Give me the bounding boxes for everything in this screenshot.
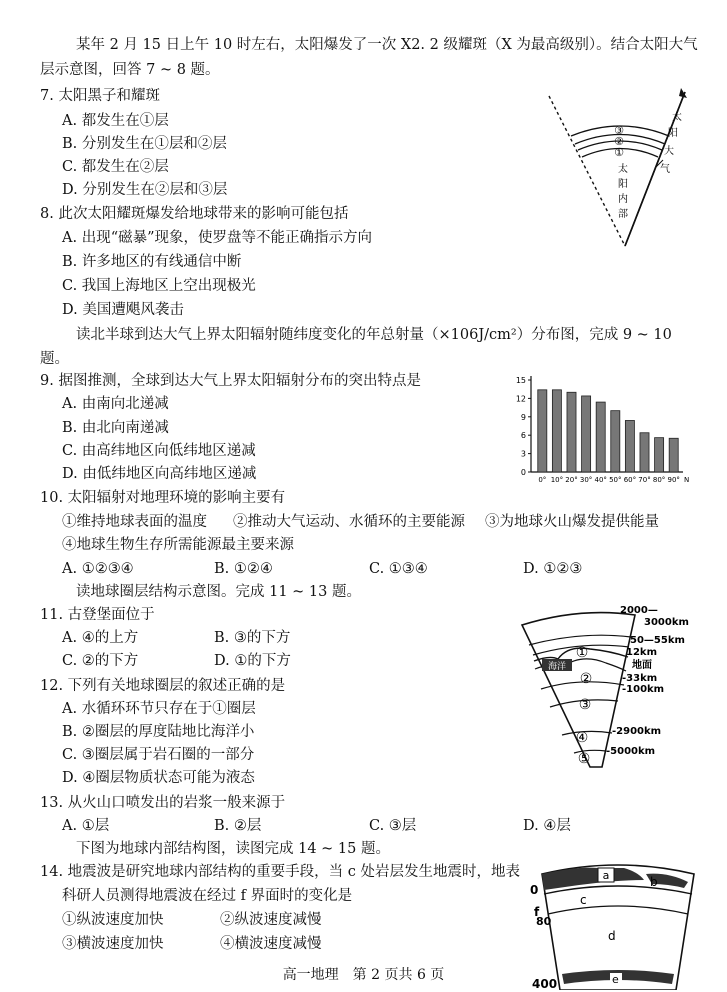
- question-10-item-3: ③为地球火山爆发提供能量: [485, 514, 659, 530]
- sphere-2-label: ②: [579, 671, 593, 687]
- solar-atmosphere-char-2: 阳: [668, 128, 678, 139]
- question-8-option-d: D. 美国遭飓风袭击: [62, 302, 184, 318]
- x-tick-label: 70°: [638, 476, 651, 484]
- question-9-option-b: B. 由北向南递减: [62, 420, 169, 436]
- label-e: e: [612, 973, 619, 986]
- bar: [640, 433, 649, 472]
- depth-label-50-55km: 50—55km: [630, 635, 685, 646]
- depth-400-label: 400: [532, 977, 558, 990]
- ground-surface-label: 地面: [632, 660, 652, 671]
- depth-label-3000km: 3000km: [644, 617, 689, 628]
- bar: [582, 396, 591, 472]
- bar: [669, 438, 678, 472]
- x-tick-label: 20°: [565, 476, 578, 484]
- depth-label-2900km: -2900km: [612, 726, 662, 737]
- solar-interior-char-4: 部: [618, 209, 628, 220]
- page-footer: 高一地理 第 2 页共 6 页: [282, 967, 445, 983]
- question-9-option-c: C. 由高纬地区向低纬地区递减: [62, 443, 256, 459]
- depth-label-2000: 2000—: [620, 605, 658, 616]
- question-12-option-c: C. ③圈层属于岩石圈的一部分: [62, 747, 255, 763]
- question-7-option-d: D. 分别发生在②层和③层: [62, 182, 228, 198]
- question-10-item-1: ①维持地球表面的温度: [62, 514, 207, 530]
- question-10-item-4: ④地球生物生存所需能源最主要来源: [62, 537, 294, 553]
- bar: [625, 420, 634, 472]
- x-tick-label: 0°: [538, 476, 547, 484]
- depth-0-label: 0: [530, 883, 539, 897]
- y-tick-label: 3: [520, 449, 526, 459]
- question-10-stem: 10. 太阳辐射对地理环境的影响主要有: [40, 490, 286, 506]
- layer-3-label: ③: [614, 124, 624, 137]
- layer-2-label: ②: [614, 135, 624, 148]
- question-14-stem-2: 科研人员测得地震波在经过 f 界面时的变化是: [62, 888, 353, 904]
- depth-label-33km: -33km: [622, 673, 658, 684]
- y-tick-label: 12: [515, 394, 526, 404]
- solar-radiation-bar-chart: [505, 370, 690, 488]
- question-10-item-2: ②推动大气运动、水循环的主要能源: [233, 514, 465, 530]
- question-11-stem: 11. 古登堡面位于: [40, 607, 155, 623]
- question-10-option-a: A. ①②③④: [62, 561, 134, 577]
- question-12-option-b: B. ②圈层的厚度陆地比海洋小: [62, 724, 255, 740]
- question-10-option-b: B. ①②④: [214, 561, 273, 577]
- x-tick-label: 30°: [579, 476, 593, 484]
- x-tick-label: 90°: [667, 476, 680, 484]
- earth-interior-diagram: [528, 858, 708, 990]
- label-f: f: [534, 905, 540, 919]
- sphere-5-label: ⑤: [577, 751, 591, 767]
- solar-atmosphere-char-4: 气: [660, 164, 670, 175]
- question-12-stem: 12. 下列有关地球圈层的叙述正确的是: [40, 678, 286, 694]
- x-tick-label: 10°: [550, 476, 564, 484]
- question-8-option-a: A. 出现“磁暴”现象，使罗盘等不能正确指示方向: [62, 230, 373, 246]
- chart-bars: [538, 390, 678, 472]
- question-8-option-c: C. 我国上海地区上空出现极光: [62, 278, 256, 294]
- y-tick-label: 15: [515, 376, 526, 385]
- sphere-3-label: ③: [578, 697, 592, 713]
- intro-line-2: 层示意图，回答 7 ~ 8 题。: [40, 62, 220, 78]
- label-d: d: [608, 929, 616, 943]
- question-7-option-a: A. 都发生在①层: [62, 113, 169, 129]
- sphere-1-label: ①: [575, 645, 589, 661]
- depth-label-5000km: -5000km: [606, 746, 656, 757]
- solar-interior-char-1: 太: [618, 164, 628, 175]
- question-11-option-b: B. ③的下方: [214, 630, 291, 646]
- question-14-stem: 14. 地震波是研究地球内部结构的重要手段，当 c 处岩层发生地震时，地表: [40, 864, 521, 880]
- depth-label-100km: -100km: [622, 684, 665, 695]
- question-14-item-2: ②纵波速度减慢: [220, 912, 322, 928]
- y-tick-label: 9: [520, 412, 526, 422]
- x-tick-label: 40°: [594, 476, 607, 484]
- label-a: a: [602, 869, 610, 882]
- question-13-option-a: A. ①层: [62, 818, 110, 834]
- ocean-label: 海洋: [547, 662, 567, 672]
- question-11-option-c: C. ②的下方: [62, 653, 139, 669]
- x-tick-label: 50°: [609, 476, 622, 484]
- question-7-option-b: B. 分别发生在①层和②层: [62, 136, 227, 152]
- y-tick-label: 6: [520, 431, 526, 441]
- question-13-option-c: C. ③层: [369, 818, 417, 834]
- question-14-item-1: ①纵波速度加快: [62, 912, 164, 928]
- question-14-item-3: ③横波速度加快: [62, 936, 164, 952]
- question-9-option-d: D. 由低纬地区向高纬地区递减: [62, 466, 257, 482]
- intro-line-1: 某年 2 月 15 日上午 10 时左右，太阳爆发了一次 X2. 2 级耀斑（X 为最高级别）。结合太阳大气: [76, 37, 698, 53]
- question-14-item-4: ④横波速度减慢: [220, 936, 322, 952]
- question-8-option-b: B. 许多地区的有线通信中断: [62, 254, 242, 270]
- depth-label-12km: 12km: [626, 647, 657, 658]
- question-12-option-a: A. 水循环环节只存在于①圈层: [62, 701, 256, 717]
- question-7-option-c: C. 都发生在②层: [62, 159, 169, 175]
- bar: [596, 402, 605, 472]
- solar-atmosphere-char-1: 太: [672, 112, 682, 123]
- question-9-stem: 9. 据图推测，全球到达大气上界太阳辐射分布的突出特点是: [40, 373, 421, 389]
- x-tick-label: 60°: [623, 476, 637, 484]
- bar: [655, 438, 664, 472]
- solar-interior-char-3: 内: [618, 194, 628, 205]
- question-8-stem: 8. 此次太阳耀斑爆发给地球带来的影响可能包括: [40, 206, 349, 222]
- bar: [567, 392, 576, 472]
- intro-2-line-2: 题。: [40, 351, 69, 367]
- intro-4: 下图为地球内部结构图，读图完成 14 ~ 15 题。: [76, 841, 390, 857]
- solar-atmosphere-diagram: [535, 88, 695, 250]
- question-11-option-a: A. ④的上方: [62, 630, 139, 646]
- question-13-option-d: D. ④层: [523, 818, 571, 834]
- question-9-option-a: A. 由南向北递减: [62, 396, 169, 412]
- bar: [611, 411, 620, 472]
- bar: [552, 390, 561, 472]
- solar-interior-char-2: 阳: [618, 179, 628, 190]
- x-tick-label: 80°: [652, 476, 666, 484]
- question-12-option-d: D. ④圈层物质状态可能为液态: [62, 770, 255, 786]
- intro-2-line-1: 读北半球到达大气上界太阳辐射随纬度变化的年总射量（×106J/cm²）分布图，完成 9 ~ 10: [76, 327, 672, 343]
- question-7-stem: 7. 太阳黑子和耀斑: [40, 88, 160, 104]
- solar-atmosphere-char-3: 大: [664, 146, 674, 157]
- sphere-4-label: ④: [575, 730, 589, 746]
- x-axis-suffix: N: [684, 476, 690, 484]
- depth-80-label: 80: [536, 915, 552, 928]
- question-10-option-c: C. ①③④: [369, 561, 428, 577]
- question-13-option-b: B. ②层: [214, 818, 262, 834]
- intro-3: 读地球圈层结构示意图。完成 11 ~ 13 题。: [76, 584, 361, 600]
- label-c: c: [580, 893, 587, 907]
- question-11-option-d: D. ①的下方: [214, 653, 291, 669]
- label-b: b: [650, 875, 658, 889]
- layer-1-label: ①: [614, 146, 624, 159]
- question-10-option-d: D. ①②③: [523, 561, 583, 577]
- y-tick-label: 0: [520, 468, 526, 477]
- earth-layers-diagram: [520, 605, 710, 777]
- question-13-stem: 13. 从火山口喷发出的岩浆一般来源于: [40, 795, 286, 811]
- bar: [538, 390, 547, 472]
